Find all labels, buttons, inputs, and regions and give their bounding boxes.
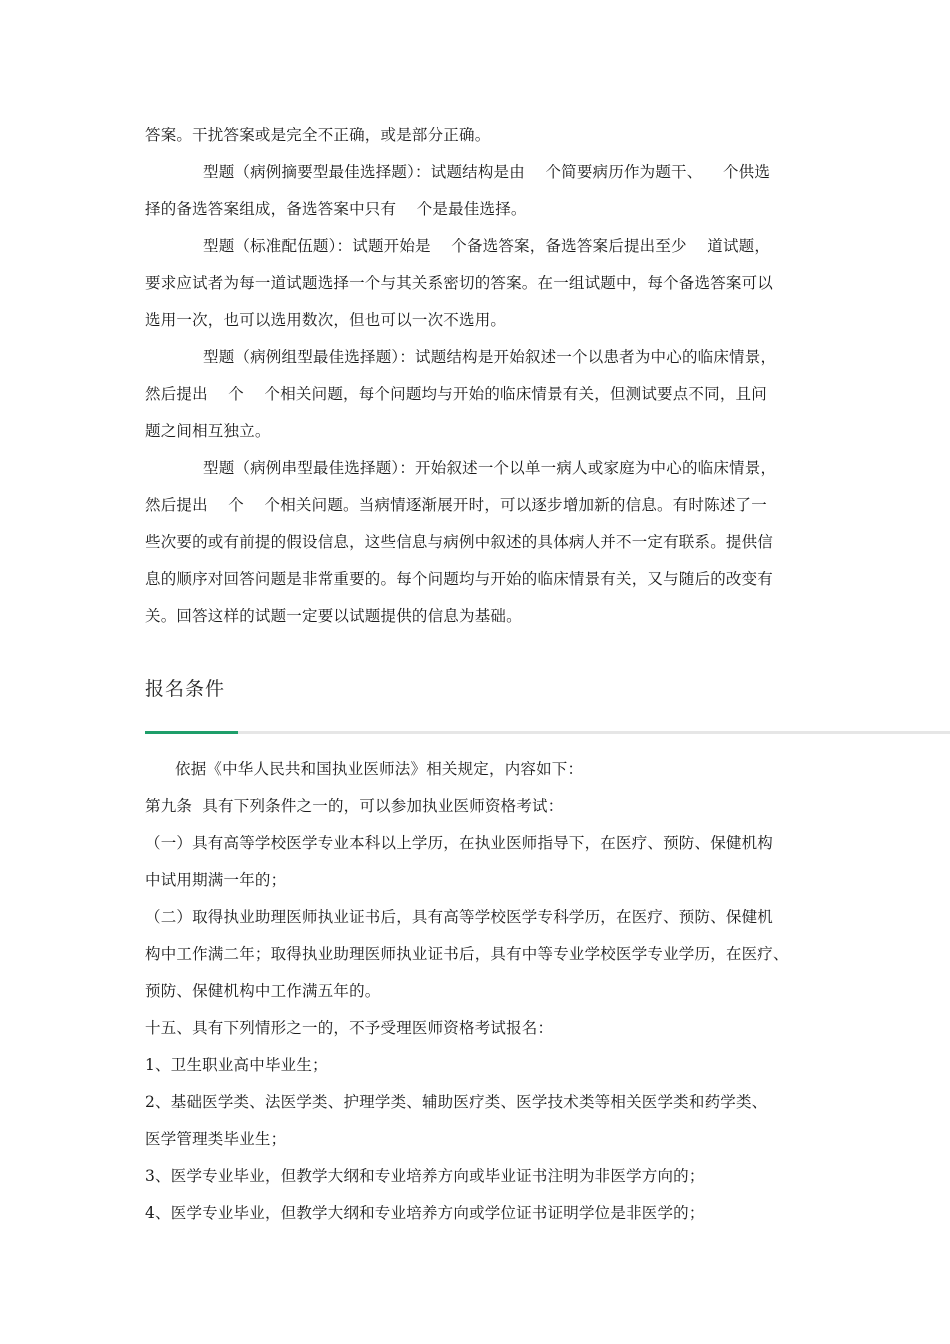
paragraph-line: 十五、具有下列情形之一的，不予受理医师资格考试报名： bbox=[145, 1019, 554, 1037]
paragraph-line: 预防、保健机构中工作满五年的。 bbox=[145, 982, 381, 1000]
paragraph-line: 型题（病例摘要型最佳选择题）：试题结构是由 个简要病历作为题干、 个供选 bbox=[203, 163, 771, 181]
paragraph-line: 关。回答这样的试题一定要以试题提供的信息为基础。 bbox=[145, 607, 522, 625]
heading-divider bbox=[145, 731, 950, 734]
section-heading: 报名条件 bbox=[145, 678, 226, 700]
paragraph-line: 些次要的或有前提的假设信息，这些信息与病例中叙述的具体病人并不一定有联系。提供信 bbox=[145, 533, 774, 551]
paragraph-line: 构中工作满二年；取得执业助理医师执业证书后，具有中等专业学校医学专业学历，在医疗、 bbox=[145, 945, 789, 963]
paragraph-line: 题之间相互独立。 bbox=[145, 422, 271, 440]
paragraph-line: 第九条 具有下列条件之一的，可以参加执业医师资格考试： bbox=[145, 797, 564, 815]
paragraph-line: （一）具有高等学校医学专业本科以上学历，在执业医师指导下，在医疗、预防、保健机构 bbox=[145, 834, 774, 852]
list-item: 3、医学专业毕业，但教学大纲和专业培养方向或毕业证书注明为非医学方向的； bbox=[145, 1167, 705, 1185]
registration-conditions-section bbox=[145, 751, 808, 1232]
paragraph-line: 中试用期满一年的； bbox=[145, 871, 287, 889]
paragraph-line: 息的顺序对回答问题是非常重要的。每个问题均与开始的临床情景有关，又与随后的改变有 bbox=[145, 570, 774, 588]
paragraph-line: 然后提出 个 个相关问题，每个问题均与开始的临床情景有关，但测试要点不同，且问 bbox=[145, 385, 767, 403]
exam-types-section bbox=[145, 117, 808, 635]
paragraph-line: 然后提出 个 个相关问题。当病情逐渐展开时，可以逐步增加新的信息。有时陈述了一 bbox=[145, 496, 767, 514]
list-item: 4、医学专业毕业，但教学大纲和专业培养方向或学位证书证明学位是非医学的； bbox=[145, 1204, 705, 1222]
list-item: 医学管理类毕业生； bbox=[145, 1130, 287, 1148]
list-item: 1、卫生职业高中毕业生； bbox=[145, 1056, 328, 1074]
paragraph-line: 依据《中华人民共和国执业医师法》相关规定，内容如下： bbox=[175, 760, 584, 778]
paragraph-line: 要求应试者为每一道试题选择一个与其关系密切的答案。在一组试题中，每个备选答案可以 bbox=[145, 274, 774, 292]
paragraph-line: 择的备选答案组成，备选答案中只有 个是最佳选择。 bbox=[145, 200, 527, 218]
paragraph-line: 型题（病例串型最佳选择题）：开始叙述一个以单一病人或家庭为中心的临床情景， bbox=[203, 459, 777, 477]
paragraph-line: 答案。干扰答案或是完全不正确，或是部分正确。 bbox=[145, 126, 491, 144]
paragraph-line: （二）取得执业助理医师执业证书后，具有高等学校医学专科学历，在医疗、预防、保健机 bbox=[145, 908, 774, 926]
paragraph-line: 选用一次，也可以选用数次，但也可以一次不选用。 bbox=[145, 311, 507, 329]
heading-divider-accent bbox=[145, 731, 238, 734]
paragraph-line: 型题（标准配伍题）：试题开始是 个备选答案，备选答案后提出至少 道试题， bbox=[203, 237, 771, 255]
paragraph-line: 型题（病例组型最佳选择题）：试题结构是开始叙述一个以患者为中心的临床情景， bbox=[203, 348, 777, 366]
list-item: 2、基础医学类、法医学类、护理学类、辅助医疗类、医学技术类等相关医学类和药学类、 bbox=[145, 1093, 768, 1111]
